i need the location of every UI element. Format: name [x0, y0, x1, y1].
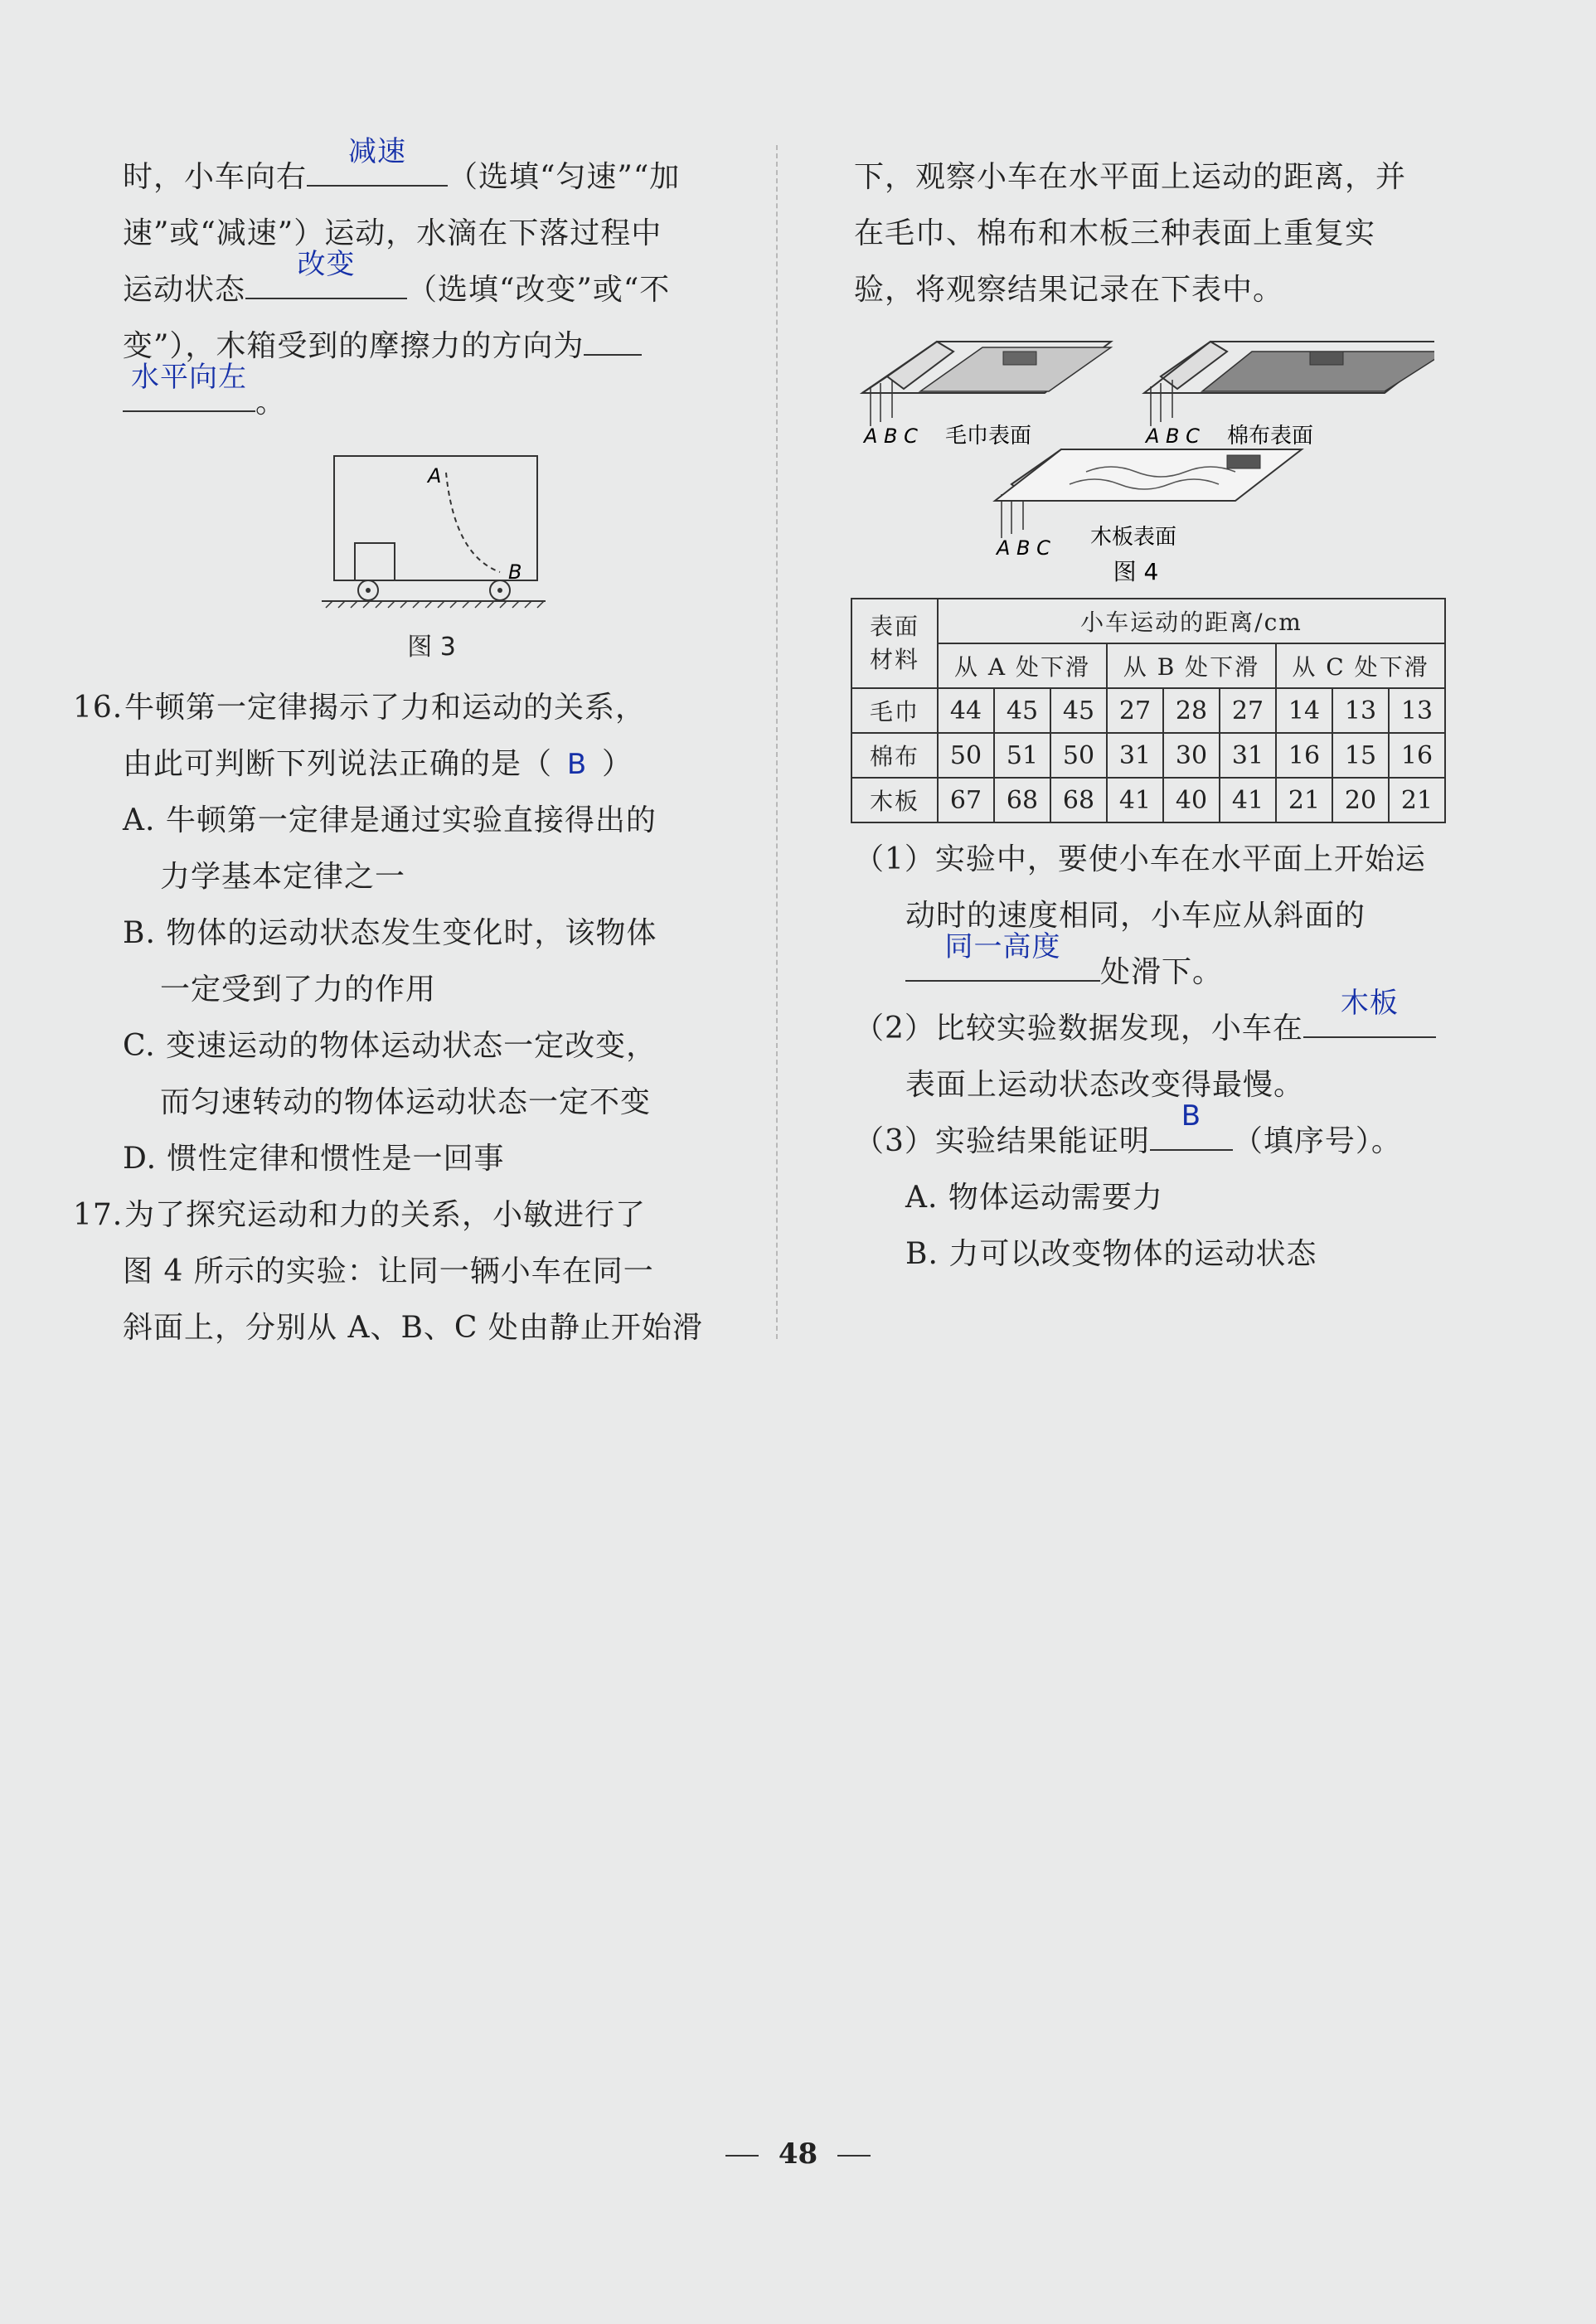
q17-cont-line-3: 验，将观察结果记录在下表中。 — [854, 273, 1284, 307]
label-wood: 木板表面 — [1090, 525, 1177, 550]
cart-icon — [1227, 455, 1260, 468]
table-cell: 21 — [1276, 778, 1332, 822]
table-cell: 68 — [1050, 778, 1107, 822]
group-header-b: 从 B 处下滑 — [1107, 643, 1276, 688]
answer-blank-conclusion — [1150, 1099, 1233, 1151]
label-b: B — [508, 560, 522, 584]
table-cell: 20 — [1332, 778, 1389, 822]
label-a: A — [428, 464, 442, 488]
corner-label-1: 表面 — [869, 613, 919, 640]
table-cell: 31 — [1220, 733, 1276, 778]
answer-blank-tail — [584, 321, 642, 356]
figure-4-caption: 图 4 — [1113, 558, 1159, 585]
handwritten-answer: 同一高度 — [944, 930, 1061, 963]
distance-table — [851, 598, 1446, 823]
row-label: 木板 — [851, 778, 938, 822]
table-cell: 27 — [1220, 688, 1276, 733]
table-cell: 45 — [994, 688, 1050, 733]
table-cell: 40 — [1163, 778, 1220, 822]
table-cell: 13 — [1332, 688, 1389, 733]
group-header-c: 从 C 处下滑 — [1276, 643, 1445, 688]
row-label: 棉布 — [851, 733, 938, 778]
figure-4 — [854, 318, 1451, 588]
q16-line-1 — [73, 680, 740, 736]
table-cell: 41 — [1220, 778, 1276, 822]
q16-line-2 — [123, 736, 740, 793]
text: 变”），木箱受到的摩擦力的方向为 — [123, 329, 585, 363]
column-divider — [776, 145, 778, 1339]
handwritten-answer: B — [1181, 1099, 1202, 1133]
cart-block — [355, 543, 395, 580]
text: 时，小车向右 — [123, 160, 308, 194]
q16-option-a-2: 力学基本定律之一 — [160, 860, 406, 894]
label-towel: 毛巾表面 — [945, 424, 1032, 449]
table-cell: 30 — [1163, 733, 1220, 778]
text: 由此可判断下列说法正确的是（ — [123, 747, 553, 781]
page-number-text: 48 — [778, 2137, 818, 2171]
q16-option-c-1: C. 变速运动的物体运动状态一定改变， — [123, 1029, 657, 1063]
table-cell: 13 — [1389, 688, 1445, 733]
corner-label-2: 材料 — [869, 646, 919, 673]
table-row — [851, 733, 1445, 778]
table-cell: 44 — [938, 688, 994, 733]
question-number: 17. — [73, 1198, 124, 1232]
table-row — [851, 688, 1445, 733]
table-cell: 16 — [1389, 733, 1445, 778]
q17-cont-line-2: 在毛巾、棉布和木板三种表面上重复实 — [854, 216, 1376, 250]
text: （填序号）。 — [1232, 1124, 1402, 1158]
sub2-line-1 — [854, 987, 1451, 1057]
text: 。 — [255, 386, 287, 420]
table-cell: 68 — [994, 778, 1050, 822]
ramp-cotton — [1144, 342, 1434, 449]
q16-option-a-1: A. 牛顿第一定律是通过实验直接得出的 — [123, 803, 657, 837]
table-cell: 50 — [938, 733, 994, 778]
label-abc: A B C — [864, 425, 918, 448]
figure-3 — [123, 431, 740, 680]
text: （3）实验结果能证明 — [854, 1124, 1150, 1158]
handwritten-answer: 减速 — [348, 135, 407, 168]
handwritten-answer: 改变 — [297, 248, 356, 281]
label-cotton: 棉布表面 — [1227, 424, 1314, 449]
q17-line-2: 图 4 所示的实验：让同一辆小车在同一 — [123, 1254, 654, 1288]
handwritten-answer: B — [566, 748, 588, 781]
sub3-option-b: B. 力可以改变物体的运动状态 — [905, 1237, 1317, 1271]
table-cell: 27 — [1107, 688, 1163, 733]
sub3-line-1 — [854, 1099, 1451, 1170]
answer-blank-state — [245, 248, 407, 299]
sub1-line-1: （1）实验中，要使小车在水平面上开始运 — [854, 842, 1426, 876]
group-header-a: 从 A 处下滑 — [938, 643, 1107, 688]
right-column — [854, 149, 1451, 1283]
text: （选填“匀速”“加 — [448, 160, 681, 194]
text: ） — [602, 747, 633, 781]
row-label: 毛巾 — [851, 688, 938, 733]
sub2-line-2: 表面上运动状态改变得最慢。 — [905, 1068, 1305, 1102]
table-row — [851, 778, 1445, 822]
ground-hatch — [326, 601, 544, 608]
q15-line-5 — [123, 361, 740, 431]
drop-trajectory — [446, 473, 500, 572]
table-cell: 28 — [1163, 688, 1220, 733]
table-cell: 16 — [1276, 733, 1332, 778]
text: （选填“改变”或“不 — [407, 273, 671, 307]
q15-line-2: 速”或“减速”）运动，水滴在下落过程中 — [123, 216, 662, 250]
answer-blank-direction — [123, 361, 255, 412]
q16-option-b-2: 一定受到了力的作用 — [160, 973, 437, 1007]
q16-option-d: D. 惯性定律和惯性是一回事 — [123, 1142, 505, 1176]
text: 处滑下。 — [1100, 955, 1224, 989]
sub3-option-a: A. 物体运动需要力 — [905, 1181, 1163, 1215]
figure-4-diagram — [837, 318, 1434, 588]
table-header-row — [851, 599, 1445, 643]
text: 为了探究运动和力的关系，小敏进行了 — [124, 1198, 647, 1232]
table-cell: 45 — [1050, 688, 1107, 733]
table-cell: 50 — [1050, 733, 1107, 778]
text: 牛顿第一定律揭示了力和运动的关系， — [124, 691, 647, 725]
cart-icon — [1003, 352, 1036, 365]
handwritten-answer: 水平向左 — [131, 361, 247, 394]
table-cell: 67 — [938, 778, 994, 822]
q16-option-c-2: 而匀速转动的物体运动状态一定不变 — [160, 1085, 652, 1119]
table-cell: 21 — [1389, 778, 1445, 822]
q15-line-1 — [123, 135, 740, 206]
table-title: 小车运动的距离/cm — [938, 599, 1445, 643]
text: （2）比较实验数据发现，小车在 — [854, 1012, 1303, 1046]
label-abc: A B C — [997, 536, 1050, 560]
figure-3-diagram — [123, 431, 740, 638]
q17-cont-line-1: 下，观察小车在水平面上运动的距离，并 — [854, 160, 1407, 194]
answer-blank-surface — [1303, 987, 1436, 1038]
handwritten-answer: 木板 — [1340, 987, 1399, 1020]
answer-blank-height — [905, 930, 1100, 982]
left-column — [73, 135, 740, 1356]
table-cell: 41 — [1107, 778, 1163, 822]
table-cell: 14 — [1276, 688, 1332, 733]
dash-right — [837, 2155, 871, 2157]
table-subheader-row — [851, 643, 1445, 688]
page-number — [0, 2137, 1596, 2171]
ramp-towel — [862, 342, 1111, 449]
q16-option-b-1: B. 物体的运动状态发生变化时，该物体 — [123, 916, 657, 950]
text: 运动状态 — [123, 273, 246, 307]
table-cell: 15 — [1332, 733, 1389, 778]
q17-line-1 — [73, 1187, 740, 1244]
question-number: 16. — [73, 691, 124, 725]
q15-line-3 — [123, 248, 740, 318]
sub1-line-2: 动时的速度相同，小车应从斜面的 — [905, 899, 1366, 933]
answer-blank-decelerate — [307, 135, 448, 187]
ramp-wood — [995, 449, 1302, 560]
q17-line-3: 斜面上，分别从 A、B、C 处由静止开始滑 — [123, 1311, 703, 1345]
table-corner — [851, 599, 938, 688]
dash-left — [725, 2155, 759, 2157]
figure-3-caption: 图 3 — [407, 633, 456, 662]
label-abc: A B C — [1146, 425, 1200, 448]
table-cell: 51 — [994, 733, 1050, 778]
cart-icon — [1310, 352, 1343, 365]
table-cell: 31 — [1107, 733, 1163, 778]
